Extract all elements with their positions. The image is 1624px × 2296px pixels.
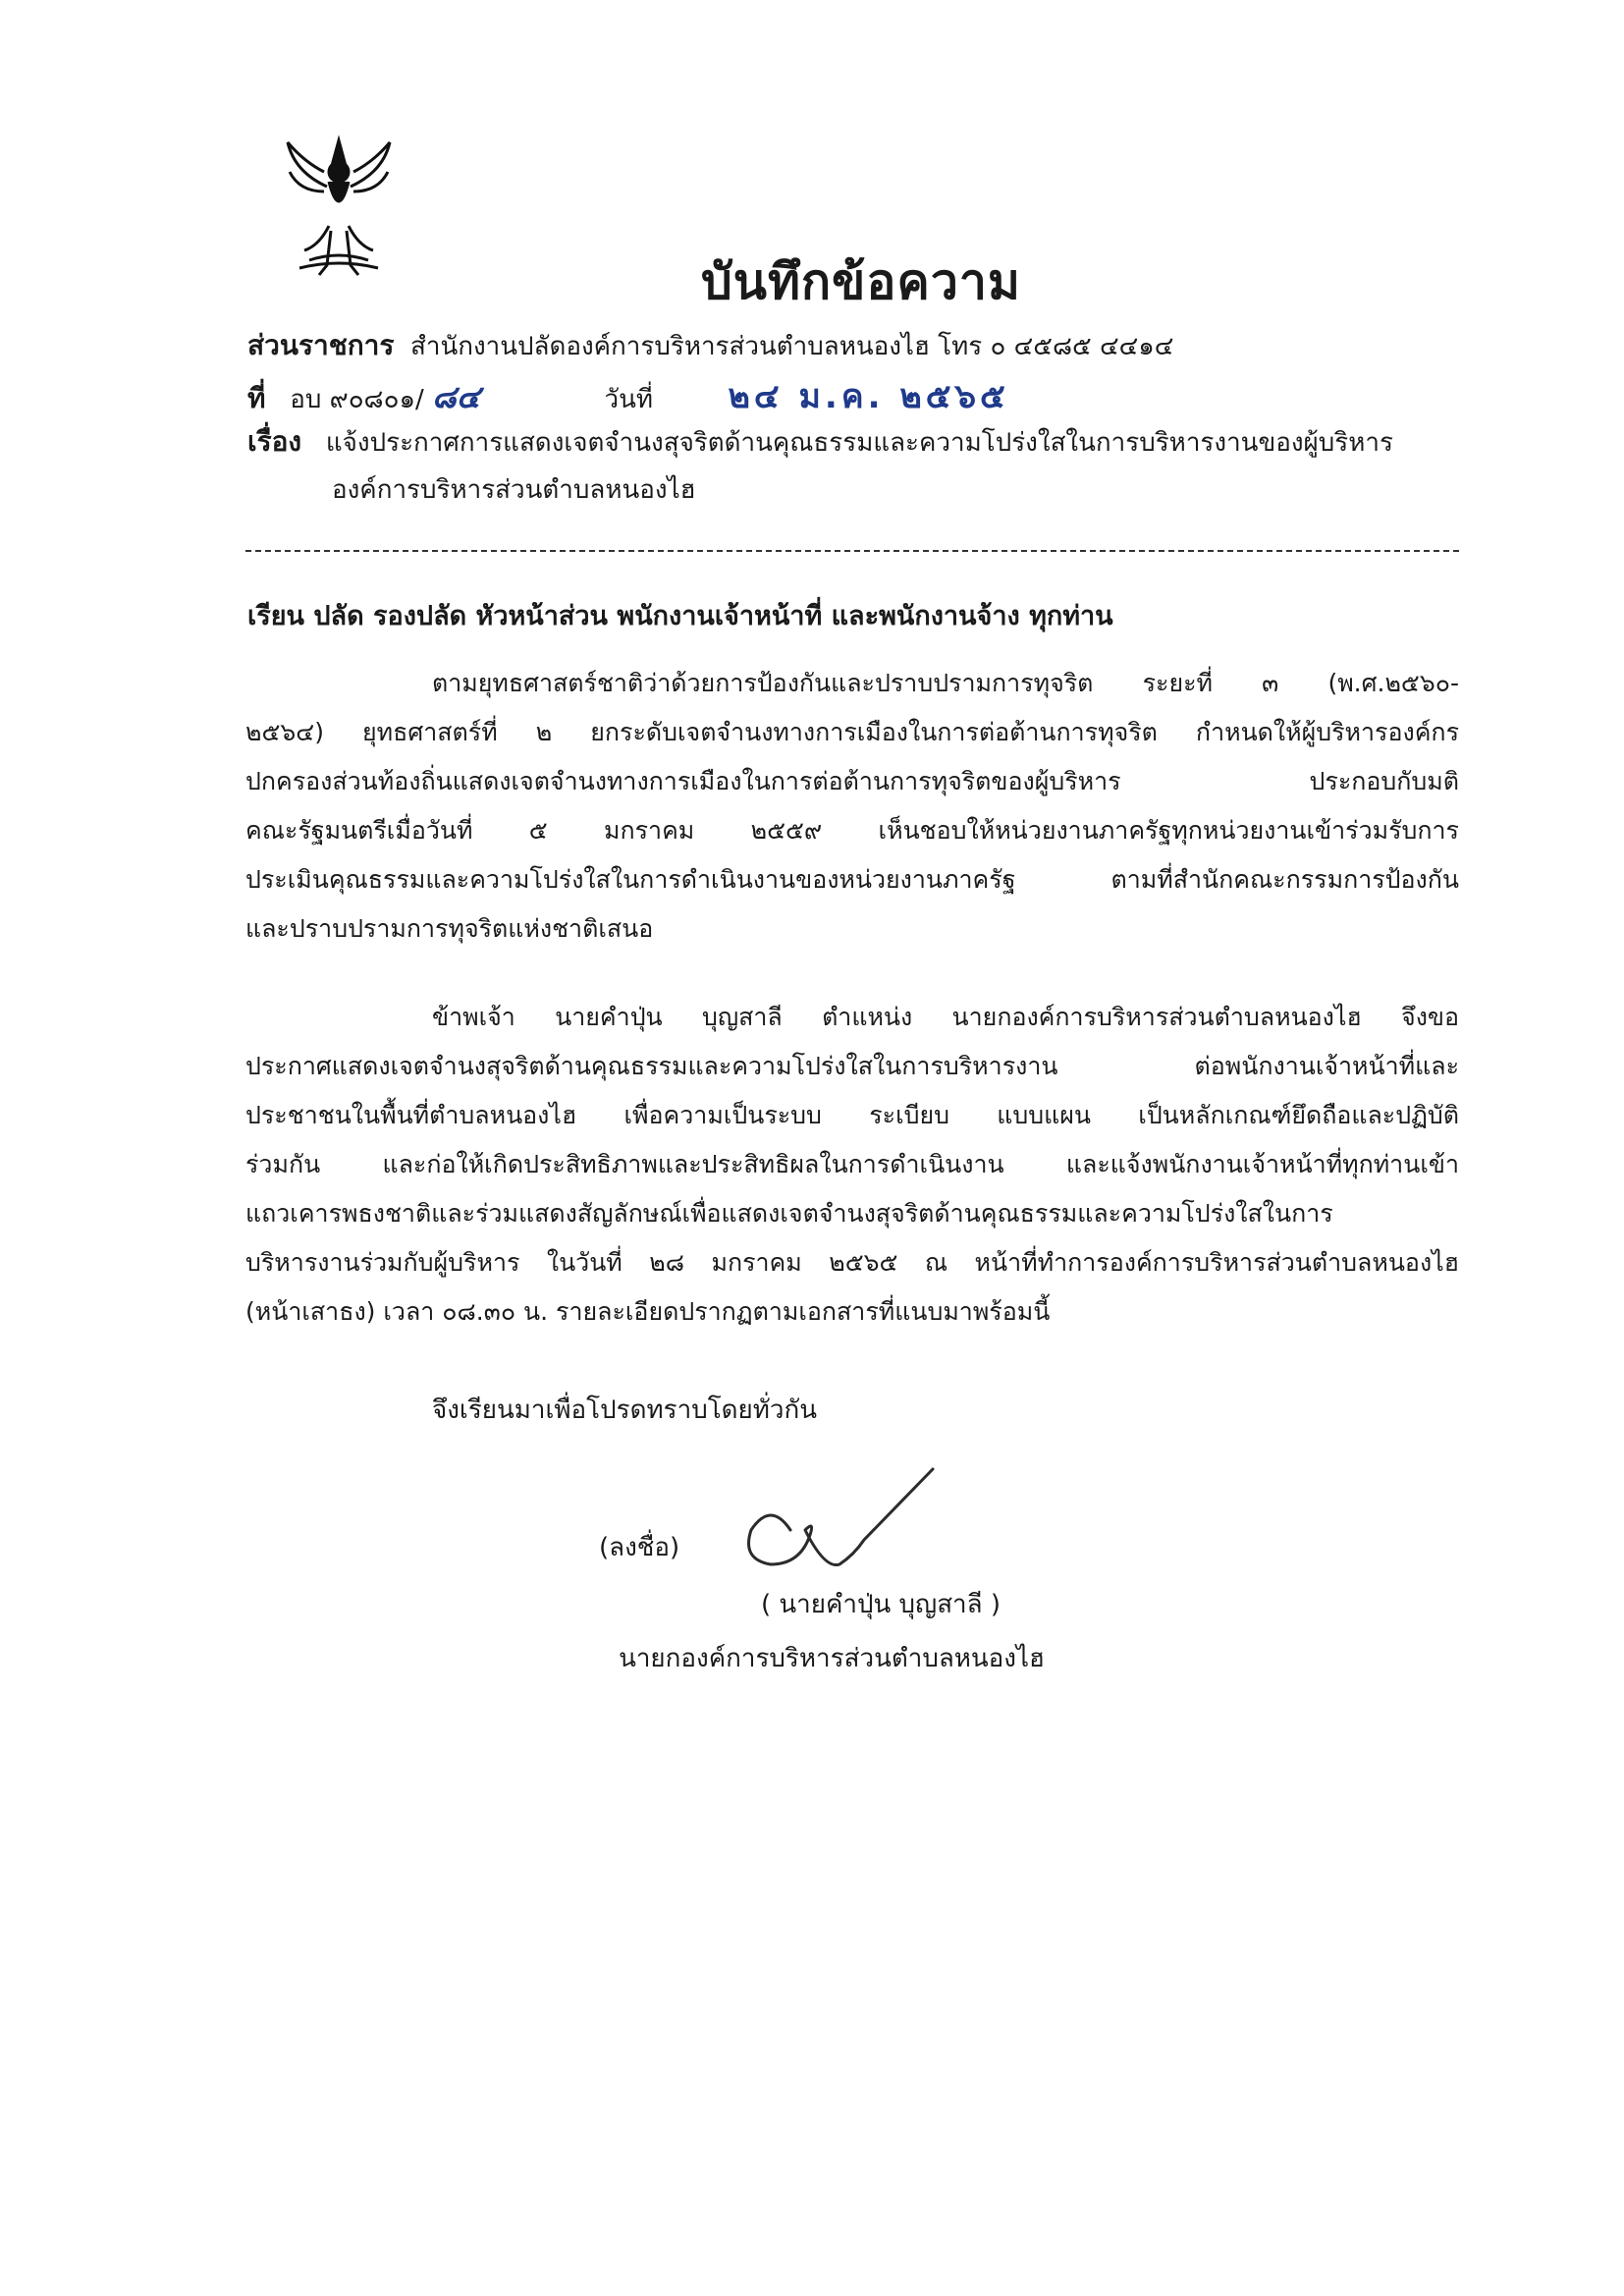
ref-label: ที่ — [247, 382, 266, 414]
paragraph1-line: ๒๕๖๔) ยุทธศาสตร์ที่ ๒ ยกระดับเจตจำนงทางการเมืองในการต่อต้านการทุจริต กำหนดให้ผู้บริหารองค์กร — [245, 718, 1459, 746]
date-label: วันที่ — [604, 385, 653, 414]
paragraph2-line: ข้าพเจ้า นายคำปุ่น บุญสาลี ตำแหน่ง นายกองค์การบริหารส่วนตำบลหนองไฮ จึงขอ — [432, 1003, 1459, 1031]
agency-label: ส่วนราชการ — [247, 329, 395, 361]
ref-prefix: อบ ๙๐๘๐๑/ — [290, 385, 424, 414]
paragraph2-line: ประกาศแสดงเจตจำนงสุจริตด้านคุณธรรมและความโปร่งใสในการบริหารงาน ต่อพนักงานเจ้าหน้าที่และ — [245, 1052, 1459, 1080]
agency-value: สำนักงานปลัดองค์การบริหารส่วนตำบลหนองไฮ โทร ๐ ๔๕๘๕ ๔๔๑๔ — [409, 332, 1174, 361]
paragraph1-line: ตามยุทธศาสตร์ชาติว่าด้วยการป้องกันและปราบปรามการทุจริต ระยะที่ ๓ (พ.ศ.๒๕๖๐- — [432, 669, 1459, 697]
paragraph1-line: ปกครองส่วนท้องถิ่นแสดงเจตจำนงทางการเมืองในการต่อต้านการทุจริตของผู้บริหาร ประกอบกับมติ — [245, 767, 1459, 795]
sign-label: (ลงชื่อ) — [599, 1533, 680, 1562]
signer-position: นายกองค์การบริหารส่วนตำบลหนองไฮ — [619, 1644, 1045, 1673]
paragraph2-line: บริหารงานร่วมกับผู้บริหาร ในวันที่ ๒๘ มกราคม ๒๕๖๕ ณ หน้าที่ทำการองค์การบริหารส่วนตำบลหนองไฮ — [245, 1248, 1459, 1277]
signer-name: ( นายคำปุ่น บุญสาลี ) — [760, 1590, 1001, 1619]
salutation: เรียน ปลัด รองปลัด หัวหน้าส่วน พนักงานเจ้าหน้าที่ และพนักงานจ้าง ทุกท่าน — [247, 601, 1113, 631]
subject-line — [247, 420, 1393, 464]
paragraph1-line: คณะรัฐมนตรีเมื่อวันที่ ๕ มกราคม ๒๕๕๙ เห็นชอบให้หน่วยงานภาครัฐทุกหน่วยงานเข้าร่วมรับการ — [245, 816, 1459, 845]
paragraph2-line: ร่วมกัน และก่อให้เกิดประสิทธิภาพและประสิทธิผลในการดำเนินงาน และแจ้งพนักงานเจ้าหน้าที่ทุกท่านเข้า — [245, 1150, 1459, 1178]
page-title: บันทึกข้อความ — [701, 253, 1021, 310]
handwritten-signature-icon — [731, 1461, 947, 1589]
subject-text-line2: องค์การบริหารส่วนตำบลหนองไฮ — [332, 475, 696, 505]
closing-text: จึงเรียนมาเพื่อโปรดทราบโดยทั่วกัน — [432, 1395, 818, 1425]
paragraph1-line: ประเมินคุณธรรมและความโปร่งใสในการดำเนินงานของหน่วยงานภาครัฐ ตามที่สำนักคณะกรรมการป้องกัน — [245, 865, 1459, 894]
date-handwritten: ๒๔ ม.ค. ๒๕๖๕ — [728, 377, 1009, 416]
paragraph2-line: (หน้าเสาธง) เวลา ๐๘.๓๐ น. รายละเอียดปรากฏตามเอกสารที่แนบมาพร้อมนี้ — [245, 1297, 1051, 1326]
paragraph1-line: และปราบปรามการทุจริตแห่งชาติเสนอ — [245, 914, 654, 943]
agency-line — [247, 324, 1173, 367]
subject-text-line1: แจ้งประกาศการแสดงเจตจำนงสุจริตด้านคุณธรรมและความโปร่งใสในการบริหารงานของผู้บริหาร — [325, 428, 1393, 458]
divider — [245, 550, 1459, 552]
reference-line — [247, 369, 1009, 422]
ref-number-handwritten: ๘๔ — [432, 378, 480, 415]
paragraph2-line: ประชาชนในพื้นที่ตำบลหนองไฮ เพื่อความเป็นระบบ ระเบียบ แบบแผน เป็นหลักเกณฑ์ยึดถือและปฏิบัติ — [245, 1101, 1459, 1129]
subject-label: เรื่อง — [247, 425, 302, 458]
paragraph2-line: แถวเคารพธงชาติและร่วมแสดงสัญลักษณ์เพื่อแสดงเจตจำนงสุจริตด้านคุณธรรมและความโปร่งใสในการ — [245, 1199, 1333, 1228]
